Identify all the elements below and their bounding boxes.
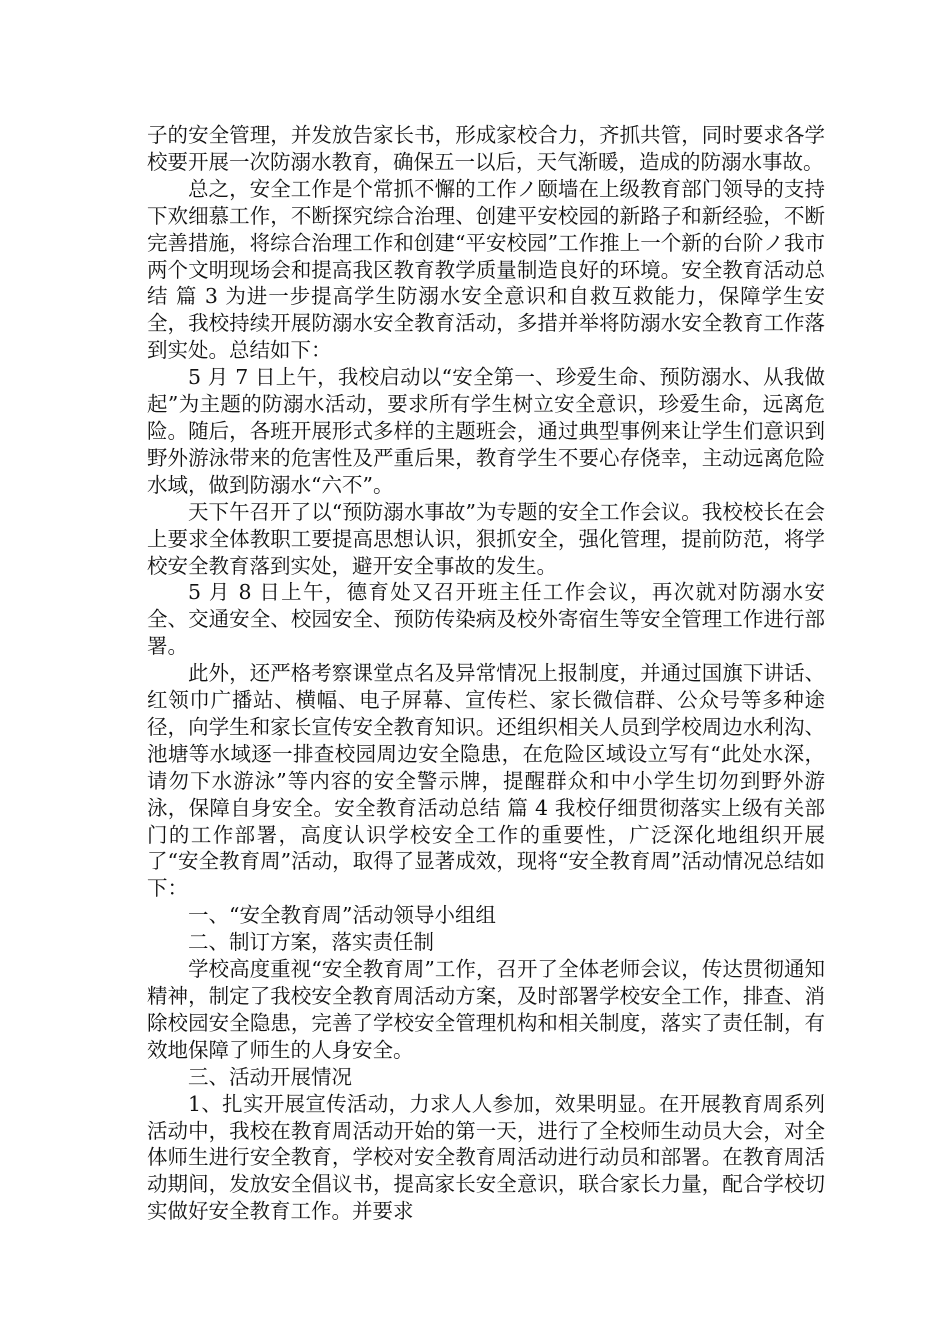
paragraph-1: 子的安全管理，并发放告家长书，形成家校合力，齐抓共管，同时要求各学校要开展一次防溺水教育，确保五一以后，天气渐暖，造成的防溺水事故。: [147, 123, 825, 174]
paragraph-8: 1、扎实开展宣传活动，力求人人参加，效果明显。在开展教育周系列活动中，我校在教育周活动开始的第一天，进行了全校师生动员大会，对全体师生进行安全教育，学校对安全教育周活动进行动员和部署。在教育周活动期间，发放安全倡议书，提高家长安全意识，联合家长力量，配合学校切实做好安全教育工作。并要求: [147, 1091, 825, 1224]
section-heading-1: 一、“安全教育周”活动领导小组组: [188, 903, 496, 928]
document-page: [147, 122, 825, 1225]
paragraph-5: 5 月 8 日上午，德育处又召开班主任工作会议，再次就对防溺水安全、交通安全、校园安全、预防传染病及校外寄宿生等安全管理工作进行部署。: [147, 580, 825, 659]
paragraph-4: 天下午召开了以“预防溺水事故”为专题的安全工作会议。我校校长在会上要求全体教职工要提高思想认识，狠抓安全，强化管理，提前防范，将学校安全教育落到实处，避开安全事故的发生。: [147, 499, 825, 578]
paragraph-6: 此外，还严格考察课堂点名及异常情况上报制度，并通过国旗下讲话、红领巾广播站、横幅、电子屏幕、宣传栏、家长微信群、公众号等多种途径，向学生和家长宣传安全教育知识。还组织相关人员到学校周边水利沟、池塘等水域逐一排查校园周边安全隐患，在危险区域设立写有“此处水深，请勿下水游泳”等内容的安全警示牌，提醒群众和中小学生切勿到野外游泳，保障自身安全。安全教育活动总结 篇 4 我校仔细贯彻落实上级有关部门的工作部署，高度认识学校安全工作的重要性，广泛深化地组织开展了“安全教育周”活动，取得了显著成效，现将“安全教育周”活动情况总结如下：: [147, 661, 825, 901]
paragraph-7: 学校高度重视“安全教育周”工作，召开了全体老师会议，传达贯彻通知精神，制定了我校安全教育周活动方案，及时部署学校安全工作，排查、消除校园安全隐患，完善了学校安全管理机构和相关制度，落实了责任制，有效地保障了师生的人身安全。: [147, 957, 825, 1062]
paragraph-3: 5 月 7 日上午，我校启动以“安全第一、珍爱生命、预防溺水、从我做起”为主题的防溺水活动，要求所有学生树立安全意识，珍爱生命，远离危险。随后，各班开展形式多样的主题班会，通过典型事例来让学生们意识到野外游泳带来的危害性及严重后果，教育学生不要心存侥幸，主动远离危险水域，做到防溺水“六不”。: [147, 365, 825, 497]
paragraph-2: 总之，安全工作是个常抓不懈的工作ノ颐墙在上级教育部门领导的支持下欢细慕工作，不断探究综合治理、创建平安校园的新路子和新经验，不断完善措施，将综合治理工作和创建“平安校园”工作推上一个新的台阶ノ我市两个文明现场会和提高我区教育教学质量制造良好的环境。安全教育活动总结 篇 3 为进一步提高学生防溺水安全意识和自救互救能力，保障学生安全，我校持续开展防溺水安全教育活动，多措并举将防溺水安全教育工作落到实处。总结如下：: [147, 176, 825, 363]
section-heading-2: 二、制订方案，落实责任制: [188, 930, 434, 955]
section-heading-3: 三、活动开展情况: [188, 1064, 352, 1089]
